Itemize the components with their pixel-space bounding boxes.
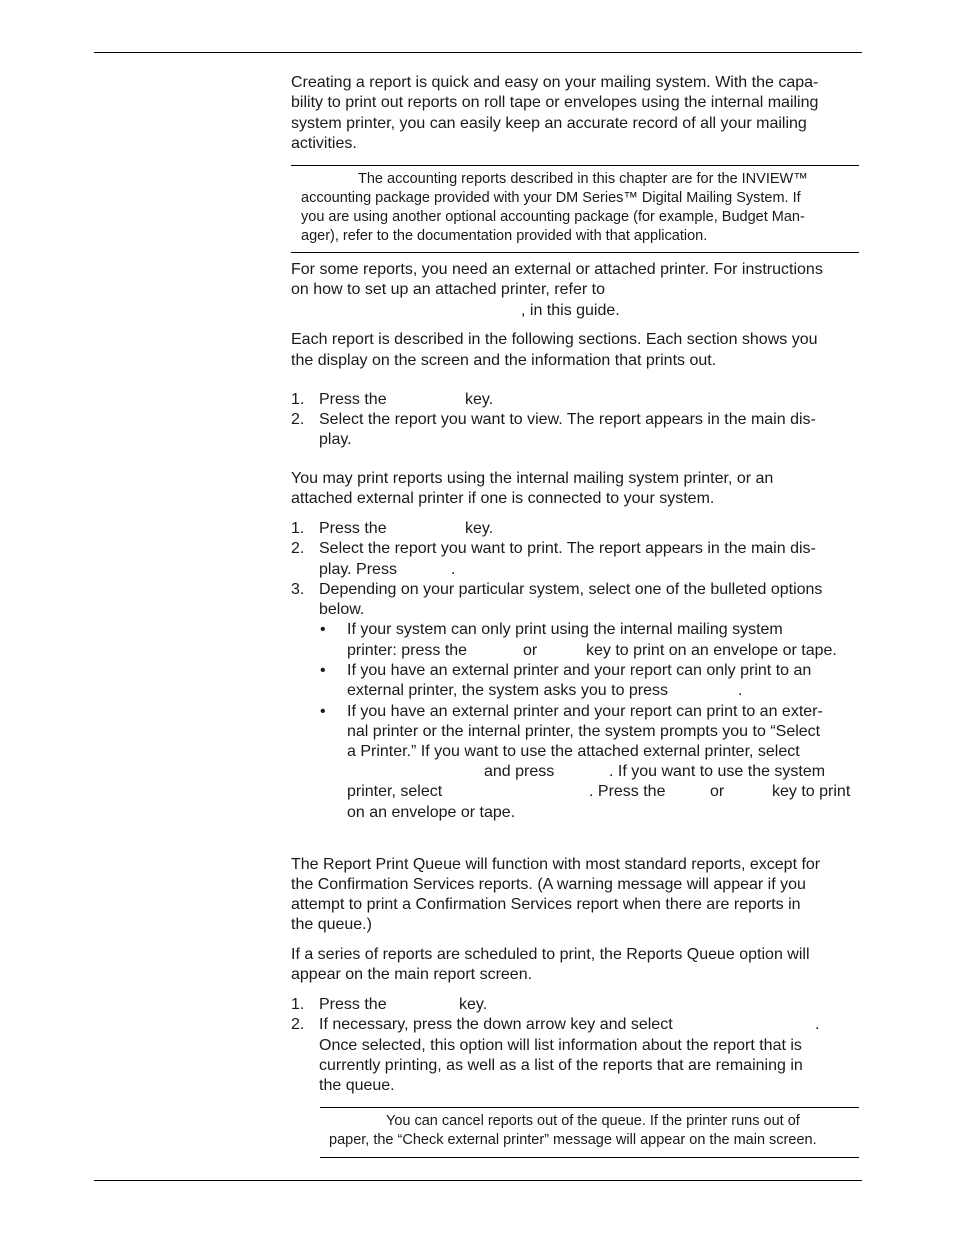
bullet-text: key to print on an envelope or tape.: [586, 642, 837, 659]
step-number: 2.: [291, 540, 305, 557]
bullet-text: . Press the: [589, 783, 666, 800]
bullet-text: .: [738, 682, 743, 699]
step-text: .: [815, 1016, 820, 1033]
bullet-text: printer, select: [347, 783, 443, 800]
step-text: key.: [465, 520, 494, 537]
bullet-mark: •: [320, 621, 326, 638]
text-line: You may print reports using the internal mailing system printer, or an: [291, 470, 774, 487]
bullet-text: nal printer or the internal printer, the system prompts you to “Select: [347, 723, 821, 740]
step-text: Once selected, this option will list information about the report that is: [319, 1037, 802, 1054]
text-line: , in this guide.: [521, 302, 620, 319]
note-top-rule: [320, 1107, 859, 1108]
text-line: on how to set up an attached printer, refer to: [291, 281, 605, 298]
step-text: Press the: [319, 391, 387, 408]
note-top-rule: [291, 165, 859, 166]
text-line: the display on the screen and the information that prints out.: [291, 352, 717, 369]
text-line: Creating a report is quick and easy on your mailing system. With the capa-: [291, 74, 819, 91]
bullet-text: printer: press the: [347, 642, 468, 659]
bullet-text: and press: [484, 763, 555, 780]
step-text: play.: [319, 431, 352, 448]
note-line: You can cancel reports out of the queue. If the printer runs out of: [386, 1113, 800, 1129]
bullet-mark: •: [320, 703, 326, 720]
note-line: paper, the “Check external printer” message will appear on the main screen.: [329, 1132, 817, 1148]
text-line: the queue.): [291, 916, 372, 933]
note-line: you are using another optional accounting package (for example, Budget Man-: [301, 209, 805, 225]
note-line: accounting package provided with your DM Series™ Digital Mailing System. If: [301, 190, 801, 206]
step-number: 3.: [291, 581, 305, 598]
text-line: The Report Print Queue will function with most standard reports, except for: [291, 856, 821, 873]
step-number: 1.: [291, 520, 305, 537]
note-line: The accounting reports described in this chapter are for the INVIEW™: [358, 171, 808, 187]
footer-rule: [94, 1180, 862, 1181]
step-text: key.: [459, 996, 488, 1013]
bullet-text: on an envelope or tape.: [347, 804, 516, 821]
bullet-text: or: [523, 642, 538, 659]
step-text: play. Press: [319, 561, 397, 578]
note-bottom-rule: [320, 1157, 859, 1158]
header-rule: [94, 52, 862, 53]
note-bottom-rule: [291, 252, 859, 253]
step-number: 2.: [291, 1016, 305, 1033]
bullet-mark: •: [320, 662, 326, 679]
step-text: Select the report you want to view. The report appears in the main dis-: [319, 411, 816, 428]
step-text: .: [451, 561, 456, 578]
step-text: Depending on your particular system, select one of the bulleted options: [319, 581, 823, 598]
step-number: 1.: [291, 391, 305, 408]
bullet-text: external printer, the system asks you to press: [347, 682, 669, 699]
step-text: below.: [319, 601, 365, 618]
text-line: system printer, you can easily keep an accurate record of all your mailing: [291, 115, 807, 132]
bullet-text: or: [710, 783, 725, 800]
step-text: Press the: [319, 996, 387, 1013]
note-line: ager), refer to the documentation provided with that application.: [301, 228, 708, 244]
step-text: Press the: [319, 520, 387, 537]
text-line: the Confirmation Services reports. (A warning message will appear if you: [291, 876, 806, 893]
text-line: attached external printer if one is connected to your system.: [291, 490, 715, 507]
step-number: 2.: [291, 411, 305, 428]
bullet-text: If your system can only print using the internal mailing system: [347, 621, 783, 638]
step-text: the queue.: [319, 1077, 395, 1094]
text-line: activities.: [291, 135, 357, 152]
text-line: bility to print out reports on roll tape or envelopes using the internal mailing: [291, 94, 819, 111]
bullet-text: If you have an external printer and your report can print to an exter-: [347, 703, 823, 720]
text-line: Each report is described in the following sections. Each section shows you: [291, 331, 818, 348]
step-number: 1.: [291, 996, 305, 1013]
bullet-text: a Printer.” If you want to use the attached external printer, select: [347, 743, 800, 760]
bullet-text: If you have an external printer and your report can only print to an: [347, 662, 812, 679]
bullet-text: . If you want to use the system: [609, 763, 826, 780]
text-line: attempt to print a Confirmation Services report when there are reports in: [291, 896, 801, 913]
text-line: appear on the main report screen.: [291, 966, 533, 983]
step-text: Select the report you want to print. The report appears in the main dis-: [319, 540, 816, 557]
step-text: currently printing, as well as a list of the reports that are remaining in: [319, 1057, 803, 1074]
step-text: key.: [465, 391, 494, 408]
bullet-text: key to print: [772, 783, 851, 800]
text-line: For some reports, you need an external or attached printer. For instructions: [291, 261, 823, 278]
step-text: If necessary, press the down arrow key and select: [319, 1016, 673, 1033]
text-line: If a series of reports are scheduled to print, the Reports Queue option will: [291, 946, 810, 963]
